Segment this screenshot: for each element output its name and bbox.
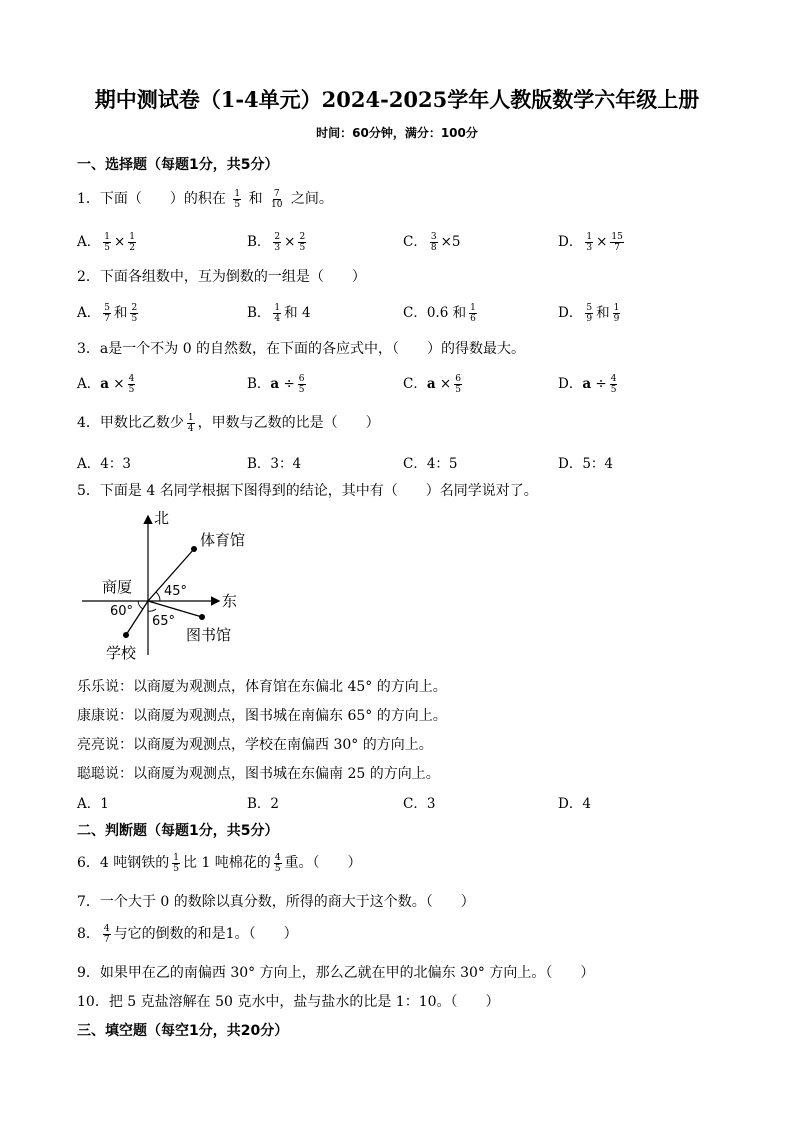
q1-option-b: B． $\frac{2}{3}$ × $\frac{2}{5}$ xyxy=(247,232,306,253)
q2-option-a: A． $\frac{5}{7}$ 和 $\frac{2}{5}$ xyxy=(77,303,138,324)
q2-option-c: C．0.6 和 $\frac{1}{6}$ xyxy=(403,303,476,324)
q4-option-b: B．3：4 xyxy=(247,456,302,472)
q1-option-a: A． $\frac{1}{5}$ × $\frac{1}{2}$ xyxy=(77,232,136,253)
label-angle-65: 65° xyxy=(152,614,176,629)
question-2: 2．下面各组数中，互为倒数的一组是（ ） xyxy=(77,269,366,285)
q1-stem: 1．下面（ ）的积在 xyxy=(77,191,226,207)
label-library: 图书馆 xyxy=(186,626,232,644)
q5-option-a: A．1 xyxy=(77,796,109,812)
q3-option-d: D．a ÷ $\frac{4}{5}$ xyxy=(558,374,617,395)
arc-45 xyxy=(156,592,160,601)
q5-option-d: D．4 xyxy=(558,796,591,812)
q1-option-c: C． $\frac{3}{8}$ ×5 xyxy=(403,232,461,253)
q3-option-a: A．a × $\frac{4}{5}$ xyxy=(77,374,135,395)
arc-60 xyxy=(138,601,143,609)
school-point xyxy=(123,632,129,638)
question-5: 5．下面是 4 名同学根据下图得到的结论，其中有（ ）名同学说对了。 xyxy=(77,483,538,499)
statement-lele: 乐乐说：以商厦为观测点，体育馆在东偏北 45° 的方向上。 xyxy=(77,679,447,695)
statement-liangliang: 亮亮说：以商厦为观测点，学校在南偏西 30° 的方向上。 xyxy=(77,737,433,753)
question-3: 3．a是一个不为 0 的自然数，在下面的各应式中，（ ）的得数最大。 xyxy=(77,341,526,357)
statement-congcong: 聪聪说：以商厦为观测点，图书城在东偏南 25 的方向上。 xyxy=(77,766,440,782)
question-4: 4．甲数比乙数少 $\frac{1}{4}$ ，甲数与乙数的比是（ ） xyxy=(77,412,380,434)
direction-diagram xyxy=(80,505,270,665)
section-judge-heading: 二、判断题（每题1分，共5分） xyxy=(77,823,279,839)
q2-option-b: B． $\frac{1}{4}$ 和 4 xyxy=(247,303,311,324)
q5-option-c: C．3 xyxy=(403,796,436,812)
question-9: 9．如果甲在乙的南偏西 30° 方向上，那么乙就在甲的北偏东 30° 方向上。（ ） xyxy=(77,965,595,981)
question-10: 10．把 5 克盐溶解在 50 克水中，盐与盐水的比是 1：10。（ ） xyxy=(77,994,500,1010)
fraction: $\frac{1}{5}$ xyxy=(234,188,241,210)
arc-65 xyxy=(148,609,156,611)
question-6: 6．4 吨钢铁的 $\frac{1}{5}$ 比 1 吨棉花的 $\frac{4}{5}$ 重。（ ） xyxy=(77,852,362,874)
q5-option-b: B．2 xyxy=(247,796,280,812)
label-shangsha: 商厦 xyxy=(102,578,133,596)
q4-option-d: D．5：4 xyxy=(558,456,614,472)
label-north: 北 xyxy=(154,509,170,527)
question-1: 1．下面（ ）的积在 $\frac{1}{5}$ 和 $\frac{7}{10}$ 之间。 xyxy=(77,188,333,210)
question-7: 7．一个大于 0 的数除以真分数，所得的商大于这个数。（ ） xyxy=(77,894,475,910)
exam-info: 时间：60分钟，满分：100分 xyxy=(316,126,478,140)
section-fill-heading: 三、填空题（每空1分，共20分） xyxy=(77,1023,289,1039)
q3-option-c: C．a × $\frac{6}{5}$ xyxy=(403,374,461,395)
fraction: $\frac{7}{10}$ xyxy=(271,188,283,210)
page-title: 期中测试卷（1-4单元）2024-2025学年人教版数学六年级上册 xyxy=(94,87,700,112)
label-angle-60: 60° xyxy=(110,604,134,619)
question-8: 8． $\frac{4}{7}$ 与它的倒数的和是1。（ ） xyxy=(77,923,298,945)
statement-kangkang: 康康说：以商厦为观测点，图书城在南偏东 65° 的方向上。 xyxy=(77,708,447,724)
label-school: 学校 xyxy=(106,644,137,662)
q3-option-b: B．a ÷ $\frac{6}{5}$ xyxy=(247,374,305,395)
q4-option-c: C．4：5 xyxy=(403,456,458,472)
library-point xyxy=(199,614,205,620)
q2-option-d: D． $\frac{5}{9}$ 和 $\frac{1}{9}$ xyxy=(558,303,620,324)
label-east: 东 xyxy=(222,592,238,610)
q4-option-a: A．4：3 xyxy=(77,456,131,472)
label-gymnasium: 体育馆 xyxy=(200,531,246,549)
q1-option-d: D． $\frac{1}{3}$ × $\frac{15}{7}$ xyxy=(558,232,623,253)
section-choice-heading: 一、选择题（每题1分，共5分） xyxy=(77,157,279,173)
gymnasium-point xyxy=(191,546,197,552)
label-angle-45: 45° xyxy=(164,584,188,599)
